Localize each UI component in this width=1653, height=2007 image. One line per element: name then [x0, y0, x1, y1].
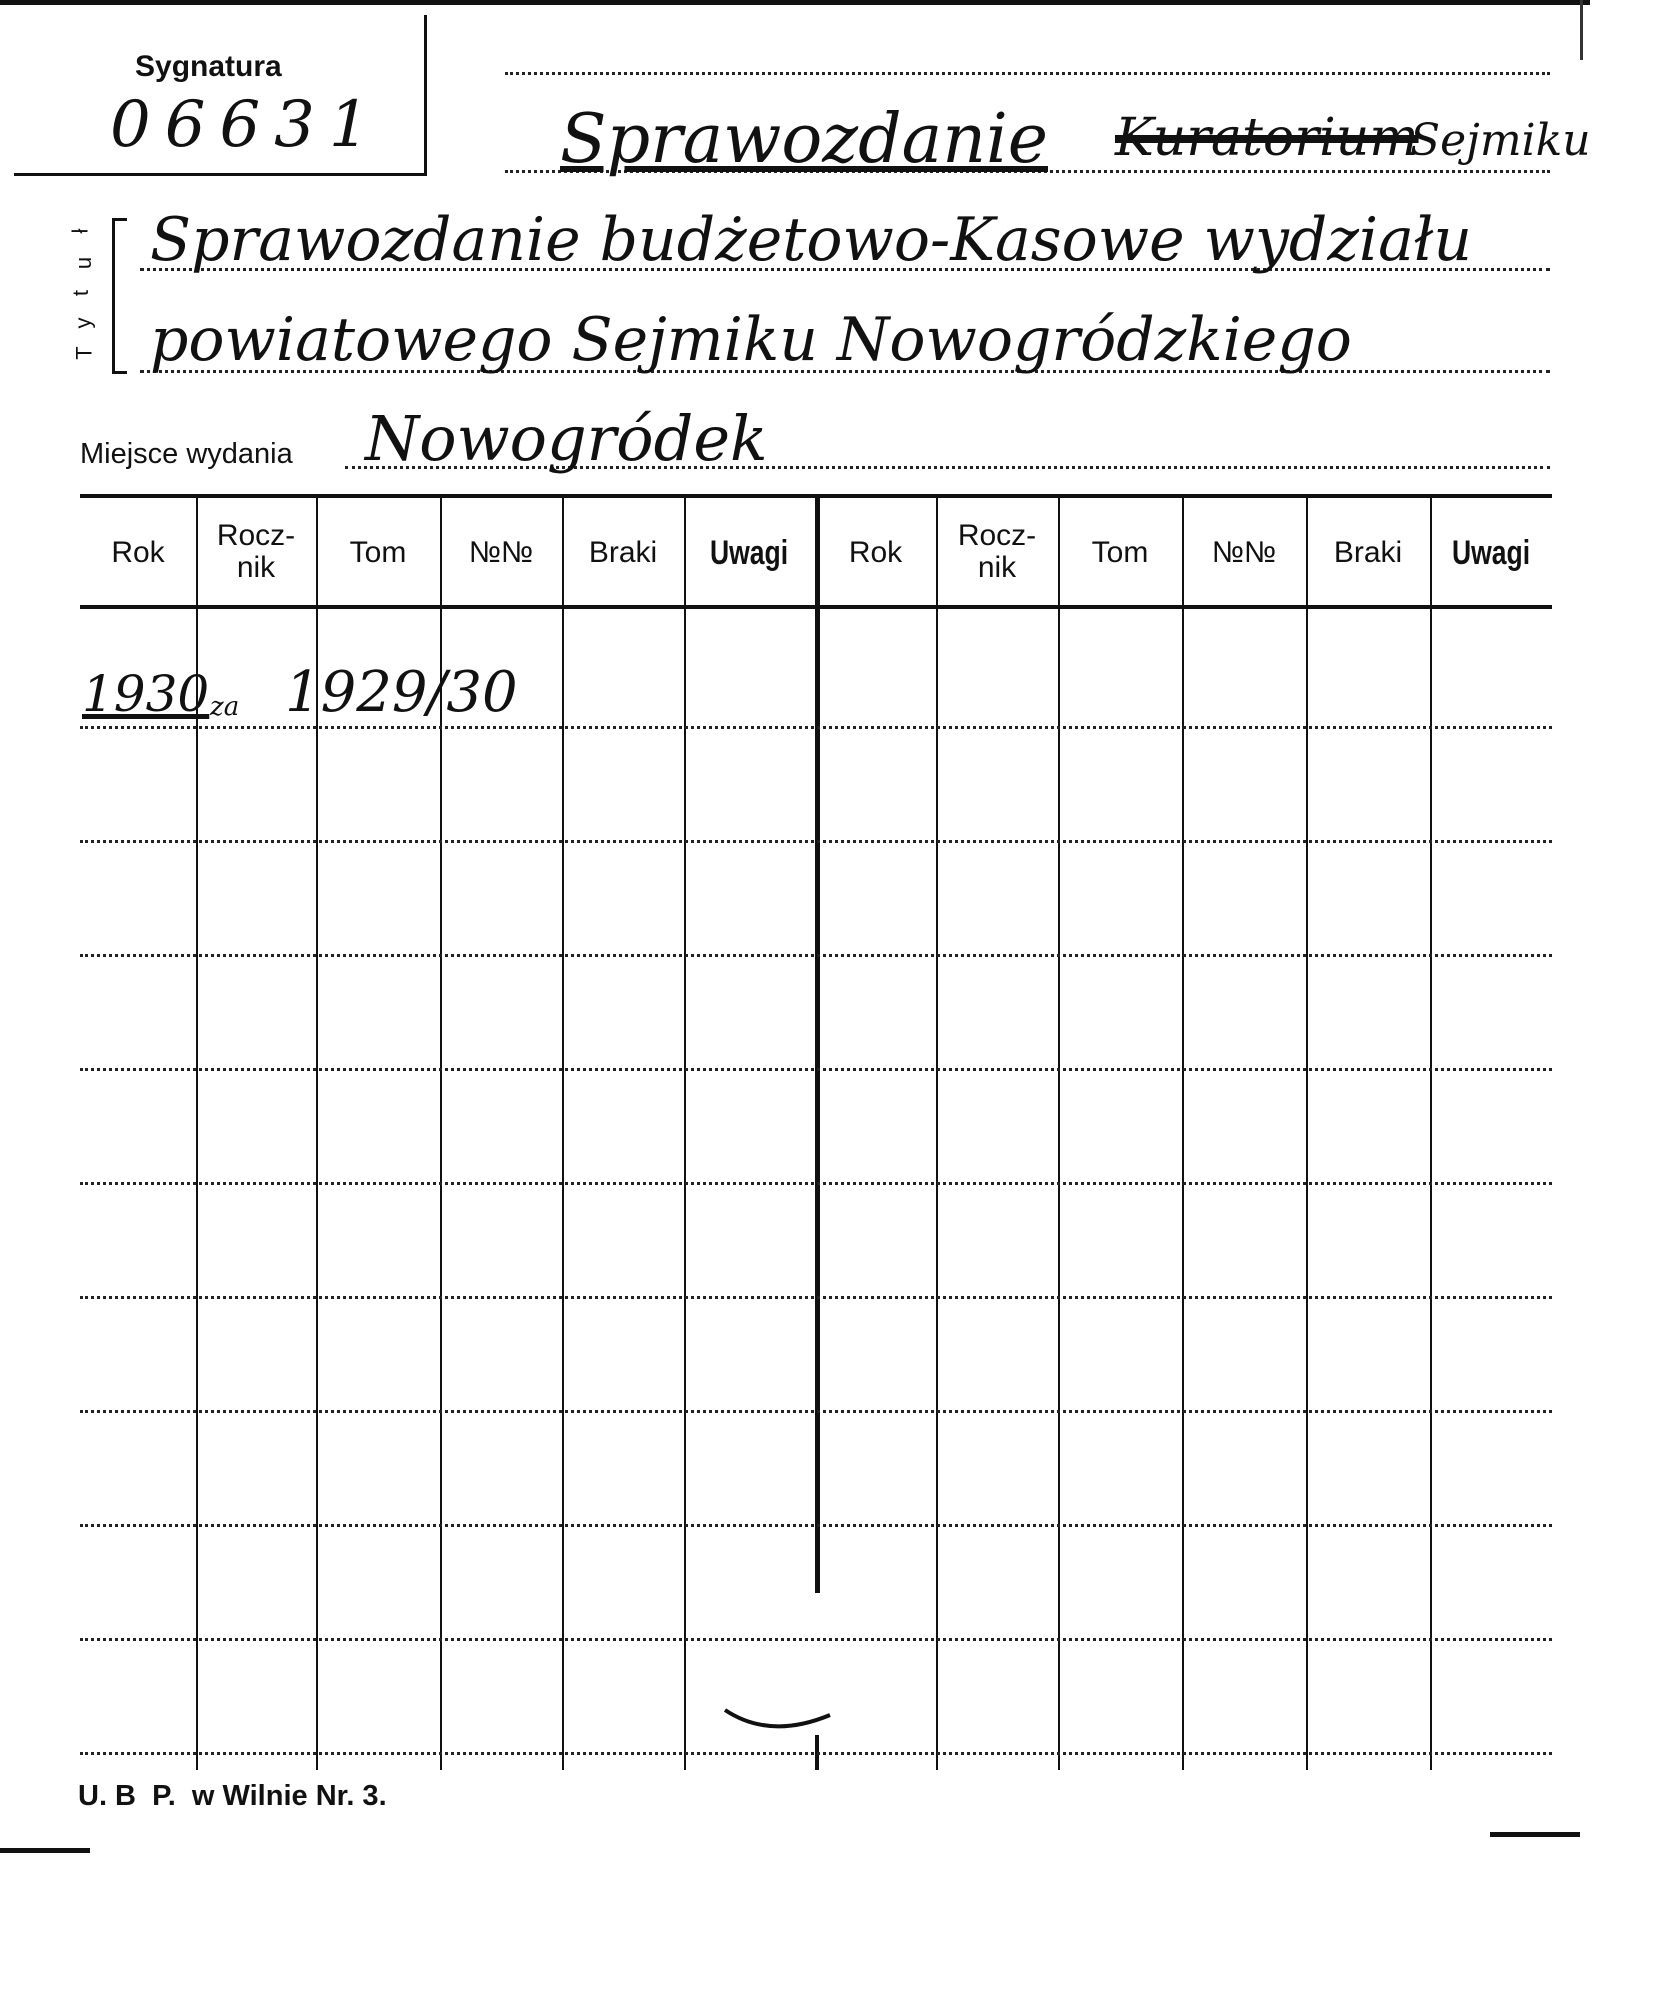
table-row-line [80, 954, 1552, 957]
title-letter: u [71, 256, 97, 270]
header-numery-right: №№ [1211, 536, 1277, 569]
footer-printer: U. B P. w Wilnie Nr. 3. [78, 1780, 387, 1812]
title-bracket [112, 218, 127, 374]
table-column-line [684, 498, 686, 1770]
bottom-left-edge [0, 1848, 90, 1853]
top-border [0, 0, 1590, 5]
bottom-right-edge [1490, 1832, 1580, 1837]
header-tom-right: Tom [1091, 536, 1149, 569]
title-side-label [67, 210, 110, 370]
table-row-line [80, 1296, 1552, 1299]
table-column-line [1430, 498, 1432, 1770]
table-column-line [562, 498, 564, 1770]
row1-rok: 1930 [82, 665, 210, 723]
table-row-line [80, 726, 1552, 729]
header-tom-left: Tom [349, 536, 407, 569]
heading-struck-word: Kuratorium [1115, 108, 1419, 168]
header-braki-right: Braki [1333, 536, 1403, 569]
row1-rocznik-prefix: za [210, 692, 240, 722]
place-label: Miejsce wydania [80, 438, 293, 470]
header-rok-right: Rok [848, 536, 903, 569]
table-column-line [1306, 498, 1308, 1770]
bottom-mark [720, 1700, 840, 1760]
title-letter: T [71, 346, 97, 360]
table-column-line [1058, 498, 1060, 1770]
header-numery-left: №№ [468, 536, 534, 569]
row1-rocznik: 1929/30 [285, 660, 518, 725]
header-uwagi-left: Uwagi [710, 534, 789, 572]
title-letter: t [68, 289, 94, 297]
table-column-line [1182, 498, 1184, 1770]
table-column-line [936, 498, 938, 1770]
table-row-line [80, 1638, 1552, 1641]
table-row-line [80, 840, 1552, 843]
title-line-2: powiatowego Sejmiku Nowogródzkiego [150, 305, 1352, 375]
table-row-line [80, 1410, 1552, 1413]
signature-value: 06631 [110, 88, 384, 162]
heading-dotted-line [505, 72, 1550, 75]
title-line-1: Sprawozdanie budżetowo-Kasowe wydziału [150, 205, 1472, 275]
table-row-line [80, 1182, 1552, 1185]
table-column-line [815, 498, 820, 1593]
header-uwagi-right: Uwagi [1451, 534, 1531, 572]
table-row-line [80, 1524, 1552, 1527]
header-braki-left: Braki [588, 536, 658, 569]
place-value: Nowogródek [365, 402, 768, 475]
table-row-line [80, 1068, 1552, 1071]
title-letter: ł [67, 228, 93, 234]
right-border-top [1580, 0, 1583, 60]
header-rok-left: Rok [111, 536, 165, 569]
signature-label: Sygnatura [135, 50, 282, 83]
heading-word: Sprawozdanie [560, 100, 1048, 179]
header-rocznik-right: Rocz- nik [957, 519, 1037, 584]
heading-insertion: Sejmiku [1410, 115, 1591, 166]
title-letter: y [70, 317, 96, 329]
header-rocznik-left: Rocz- nik [216, 519, 296, 584]
